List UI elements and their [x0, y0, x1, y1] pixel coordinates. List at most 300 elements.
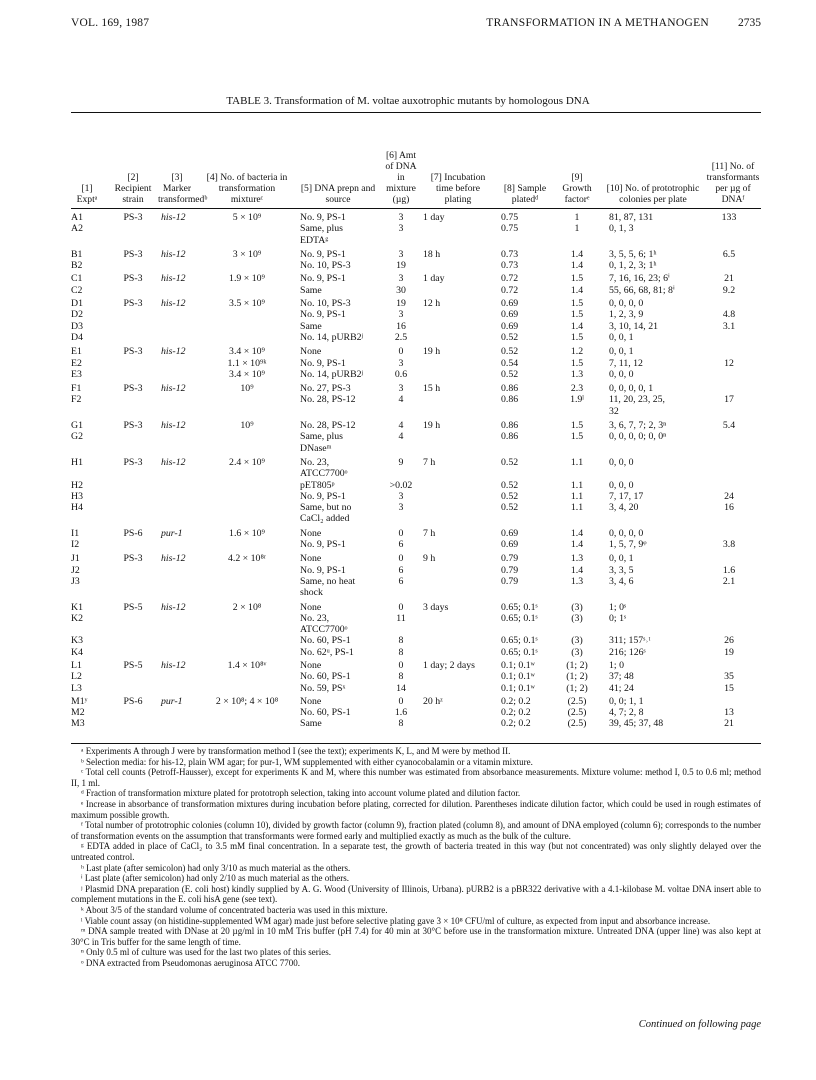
- sample-cell: 0.69: [501, 527, 519, 539]
- dna-amount-cell: 8: [398, 635, 404, 647]
- dna-cell: Same, plus: [300, 223, 343, 235]
- dna-cell: Same: [300, 320, 322, 332]
- table-row: [0, 249, 816, 260]
- table-row: [0, 369, 816, 380]
- growth-cell: (3): [571, 612, 583, 624]
- dna-amount-cell: >0.02: [389, 479, 413, 491]
- growth-cell: 1.5: [570, 273, 584, 285]
- table-row: [0, 718, 816, 729]
- sample-cell: 0.52: [501, 490, 519, 502]
- dna-amount-cell: 0.6: [394, 368, 408, 380]
- transformants-cell: 21: [724, 718, 734, 730]
- incubation-cell: 1 day; 2 days: [423, 659, 475, 671]
- incubation-cell: 18 h: [423, 248, 441, 260]
- expt-cell: E2: [71, 357, 82, 369]
- transformants-cell: 133: [721, 212, 737, 223]
- colonies-cell: 3, 10, 14, 21: [609, 320, 658, 332]
- strain-cell: PS-6: [123, 527, 143, 539]
- dna-amount-cell: 11: [396, 612, 406, 624]
- bacteria-cell: 3.4 × 10⁹: [229, 346, 265, 358]
- expt-cell: E1: [71, 346, 82, 358]
- dna-cell: No. 23,: [300, 456, 330, 468]
- dna-cell: No. 9, PS-1: [300, 212, 346, 223]
- expt-cell: M3: [71, 718, 85, 730]
- page-number: 2735: [738, 17, 761, 29]
- table-row: [0, 406, 816, 417]
- sample-cell: 0.73: [501, 248, 519, 260]
- table-row: [0, 235, 816, 246]
- colonies-cell: 3, 5, 5, 6; 1ʰ: [609, 248, 657, 260]
- footnote: ᵏ About 3/5 of the standard volume of concentrated bacteria was used in this mixture.: [81, 904, 388, 915]
- footnote: ᵈ Fraction of transformation mixture plated for prototroph selection, taking into account volume plated and dilution factor.: [81, 788, 521, 799]
- dna-amount-cell: 3: [398, 273, 404, 285]
- colonies-cell: 0, 1, 2, 3; 1ʰ: [609, 260, 657, 272]
- footnote: ⁱ Last plate (after semicolon) had only 2/10 as much material as the others.: [81, 873, 350, 884]
- table-row: [0, 553, 816, 564]
- colonies-cell: 0, 0, 1: [609, 553, 634, 565]
- growth-cell: 1.5: [570, 420, 584, 432]
- dna-amount-cell: 3: [398, 248, 404, 260]
- expt-cell: L2: [71, 671, 82, 683]
- growth-cell: 1.2: [570, 346, 584, 358]
- colonies-cell: 3, 6, 7, 7; 2, 3ⁿ: [609, 420, 667, 432]
- dna-cell: No. 60, PS-1: [300, 671, 351, 683]
- dna-cell: No. 9, PS-1: [300, 248, 346, 260]
- transformants-cell: 24: [724, 490, 734, 502]
- growth-cell: 1.4: [570, 320, 584, 332]
- dna-cell: No. 60, PS-1: [300, 635, 351, 647]
- growth-cell: 1.5: [570, 431, 584, 443]
- col-header-bacteria: [4] No. of bacteria in transformation mixtureᶜ: [206, 172, 288, 205]
- expt-cell: C1: [71, 273, 83, 285]
- dna-amount-cell: 3: [398, 490, 404, 502]
- expt-cell: I1: [71, 527, 80, 539]
- expt-cell: H2: [71, 479, 83, 491]
- sample-cell: 0.52: [501, 456, 519, 468]
- transformants-cell: 35: [724, 671, 734, 683]
- dna-amount-cell: 4: [398, 394, 404, 406]
- bacteria-cell: 3.5 × 10⁹: [229, 298, 265, 310]
- incubation-cell: 15 h: [423, 383, 441, 395]
- footnote: ˡ Viable count assay (on histidine-supplemented WM agar) made just before selective plating gave 3 × 10⁸ CFU/ml of culture, as expected from input and absorbance increase.: [81, 915, 711, 926]
- growth-cell: (3): [571, 635, 583, 647]
- growth-cell: 1.3: [570, 368, 584, 380]
- dna-amount-cell: 6: [398, 564, 404, 576]
- bacteria-cell: 1.6 × 10⁹: [229, 527, 265, 539]
- dna-amount-cell: 1.6: [394, 707, 408, 719]
- expt-cell: D4: [71, 331, 83, 343]
- sample-cell: 0.69: [501, 298, 519, 310]
- dna-amount-cell: 14: [396, 682, 406, 694]
- table-bottom-rule: [71, 743, 761, 744]
- growth-cell: 1.4: [570, 527, 584, 539]
- sample-cell: 0.69: [501, 309, 519, 321]
- dna-cell: No. 9, PS-1: [300, 539, 346, 551]
- table-row: [0, 502, 816, 513]
- growth-cell: 1.5: [570, 309, 584, 321]
- incubation-cell: 19 h: [423, 420, 441, 432]
- strain-cell: PS-3: [123, 553, 143, 565]
- table-body: [0, 212, 816, 730]
- sample-cell: 0.79: [501, 553, 519, 565]
- growth-cell: (2.5): [567, 695, 587, 707]
- transformants-cell: 3.8: [722, 539, 736, 551]
- col-header-dna-prepn: [5] DNA prepn and source: [300, 183, 376, 205]
- dna-amount-cell: 0: [398, 659, 404, 671]
- table-row: [0, 443, 816, 454]
- sample-cell: 0.65; 0.1ˢ: [501, 635, 538, 647]
- table-row: [0, 513, 816, 524]
- expt-cell: F2: [71, 394, 82, 406]
- col-header-incubation: [7] Incubation time before plating: [430, 172, 486, 205]
- transformants-cell: 19: [724, 646, 734, 658]
- sample-cell: 0.52: [501, 346, 519, 358]
- marker-cell: his-12: [161, 420, 186, 432]
- colonies-cell: 39, 45; 37, 48: [609, 718, 664, 730]
- dna-cell: ATCC7700ᵒ: [300, 624, 348, 636]
- table-row: [0, 602, 816, 613]
- dna-cell: None: [300, 601, 322, 613]
- table-row: [0, 431, 816, 442]
- table-row: [0, 383, 816, 394]
- incubation-cell: 12 h: [423, 298, 441, 310]
- col-header-transformants: [11] No. of transformants per µg of DNAᶠ: [706, 161, 760, 205]
- growth-cell: 1.1: [570, 490, 584, 502]
- strain-cell: PS-3: [123, 383, 143, 395]
- colonies-cell: 7, 17, 17: [609, 490, 644, 502]
- sample-cell: 0.79: [501, 564, 519, 576]
- table-row: [0, 358, 816, 369]
- table-row: [0, 576, 816, 587]
- dna-amount-cell: 0: [398, 553, 404, 565]
- sample-cell: 0.65; 0.1ˢ: [501, 601, 538, 613]
- dna-cell: Same, no heat: [300, 575, 356, 587]
- expt-cell: D3: [71, 320, 83, 332]
- growth-cell: 1.3: [570, 575, 584, 587]
- growth-cell: 1.4: [570, 564, 584, 576]
- dna-amount-cell: 3: [398, 383, 404, 395]
- colonies-cell: 1, 2, 3, 9: [609, 309, 644, 321]
- expt-cell: F1: [71, 383, 82, 395]
- growth-cell: (3): [571, 646, 583, 658]
- sample-cell: 0.65; 0.1ˢ: [501, 612, 538, 624]
- colonies-cell: 0, 0, 0, 0; 0, 0ⁿ: [609, 431, 667, 443]
- col-header-expt: [1] Exptᵃ: [76, 183, 98, 205]
- dna-cell: No. 14, pURB2ʲ: [300, 368, 364, 380]
- growth-cell: 1.5: [570, 357, 584, 369]
- dna-cell: No. 9, PS-1: [300, 357, 346, 369]
- dna-cell: No. 14, pURB2ʲ: [300, 331, 364, 343]
- incubation-cell: 1 day: [423, 273, 445, 285]
- sample-cell: 0.86: [501, 431, 519, 443]
- colonies-cell: 0, 0, 1: [609, 331, 634, 343]
- strain-cell: PS-3: [123, 298, 143, 310]
- dna-amount-cell: 4: [398, 431, 404, 443]
- growth-cell: (1; 2): [566, 671, 588, 683]
- expt-cell: K1: [71, 601, 83, 613]
- dna-amount-cell: 8: [398, 646, 404, 658]
- expt-cell: E3: [71, 368, 82, 380]
- colonies-cell: 11, 20, 23, 25,: [609, 394, 665, 406]
- expt-cell: A1: [71, 212, 83, 223]
- footnote: ᵉ Increase in absorbance of transformation mixtures during incubation before plating, corrected for dilution. Parentheses indicate dilution factor, which could be used in rough estimates of maximum possible growth.: [71, 798, 761, 820]
- marker-cell: pur-1: [161, 527, 183, 539]
- sample-cell: 0.52: [501, 479, 519, 491]
- strain-cell: PS-3: [123, 346, 143, 358]
- dna-cell: pET805ᵖ: [300, 479, 335, 491]
- bacteria-cell: 3.4 × 10⁹: [229, 368, 265, 380]
- strain-cell: PS-3: [123, 420, 143, 432]
- colonies-cell: 1; 0: [609, 659, 624, 671]
- sample-cell: 0.75: [501, 223, 519, 235]
- dna-cell: None: [300, 659, 322, 671]
- colonies-cell: 1, 5, 7, 9ᵠ: [609, 539, 647, 551]
- expt-cell: M2: [71, 707, 85, 719]
- colonies-cell: 0; 1ˢ: [609, 612, 627, 624]
- bacteria-cell: 2.4 × 10⁹: [229, 456, 265, 468]
- growth-cell: 1: [574, 212, 580, 223]
- marker-cell: his-12: [161, 346, 186, 358]
- transformants-cell: 1.6: [722, 564, 736, 576]
- marker-cell: his-12: [161, 212, 186, 223]
- colonies-cell: 3, 4, 20: [609, 502, 639, 514]
- expt-cell: K2: [71, 612, 83, 624]
- strain-cell: PS-3: [123, 273, 143, 285]
- dna-amount-cell: 30: [396, 284, 406, 296]
- colonies-cell: 41; 24: [609, 682, 634, 694]
- marker-cell: his-12: [161, 659, 186, 671]
- dna-cell: No. 23,: [300, 612, 330, 624]
- sample-cell: 0.75: [501, 212, 519, 223]
- transformants-cell: 16: [724, 502, 734, 514]
- growth-cell: 2.3: [570, 383, 584, 395]
- dna-cell: EDTAᵍ: [300, 234, 329, 246]
- expt-cell: H1: [71, 456, 83, 468]
- dna-cell: No. 10, PS-3: [300, 260, 351, 272]
- sample-cell: 0.2; 0.2: [501, 718, 531, 730]
- colonies-cell: 37; 48: [609, 671, 634, 683]
- sample-cell: 0.65; 0.1ˢ: [501, 646, 538, 658]
- table-row: [0, 332, 816, 343]
- dna-amount-cell: 19: [396, 260, 406, 272]
- growth-cell: 1.1: [570, 502, 584, 514]
- strain-cell: PS-3: [123, 248, 143, 260]
- marker-cell: his-12: [161, 553, 186, 565]
- colonies-cell: 0, 0, 0: [609, 479, 634, 491]
- incubation-cell: 20 hᶻ: [423, 695, 443, 707]
- strain-cell: PS-6: [123, 695, 143, 707]
- bacteria-cell: 5 × 10⁹: [232, 212, 262, 223]
- expt-cell: H3: [71, 490, 83, 502]
- sample-cell: 0.1; 0.1ʷ: [501, 682, 535, 694]
- expt-cell: J2: [71, 564, 80, 576]
- dna-cell: None: [300, 695, 322, 707]
- footnote: ᵒ DNA extracted from Pseudomonas aeruginosa ATCC 7700.: [81, 957, 301, 968]
- growth-cell: (3): [571, 601, 583, 613]
- dna-cell: No. 9, PS-1: [300, 564, 346, 576]
- table-row: [0, 491, 816, 502]
- sample-cell: 0.52: [501, 331, 519, 343]
- sample-cell: 0.52: [501, 368, 519, 380]
- colonies-cell: 7, 11, 12: [609, 357, 643, 369]
- col-header-colonies: [10] No. of prototrophic colonies per plate: [606, 183, 700, 205]
- table-row: [0, 660, 816, 671]
- marker-cell: his-12: [161, 456, 186, 468]
- table-row: [0, 457, 816, 468]
- transformants-cell: 26: [724, 635, 734, 647]
- table-row: [0, 671, 816, 682]
- bacteria-cell: 1.9 × 10⁹: [229, 273, 265, 285]
- dna-amount-cell: 3: [398, 309, 404, 321]
- footnote: ᵃ Experiments A through J were by transformation method I (see the text); experiments K, L, and M were by method II.: [81, 746, 511, 756]
- sample-cell: 0.2; 0.2: [501, 707, 531, 719]
- dna-cell: ATCC7700ᵒ: [300, 468, 348, 480]
- footnote: ʲ Plasmid DNA preparation (E. coli host) kindly supplied by A. G. Wood (University of Illinois, Urbana). pURB2 is a pBR322 derivative with a 4.1-kilobase M. voltae DNA insert able to complement mutations in the E. coli hisA gene (see text).: [71, 883, 761, 905]
- table-header-rule: [71, 208, 761, 209]
- colonies-cell: 0, 0, 0, 0: [609, 527, 644, 539]
- col-header-strain: [2] Recipient strain: [114, 172, 152, 205]
- dna-amount-cell: 0: [398, 346, 404, 358]
- table-row: [0, 212, 816, 223]
- dna-amount-cell: 9: [398, 456, 404, 468]
- expt-cell: G2: [71, 431, 83, 443]
- expt-cell: G1: [71, 420, 83, 432]
- table-row: [0, 624, 816, 635]
- marker-cell: his-12: [161, 273, 186, 285]
- expt-cell: K4: [71, 646, 83, 658]
- colonies-cell: 0, 0, 1: [609, 346, 634, 358]
- growth-cell: 1.4: [570, 260, 584, 272]
- bacteria-cell: 4.2 × 10⁸ʳ: [227, 553, 266, 565]
- dna-amount-cell: 2.5: [394, 331, 408, 343]
- dna-cell: No. 28, PS-12: [300, 420, 356, 432]
- sample-cell: 0.72: [501, 284, 519, 296]
- dna-cell: No. 9, PS-1: [300, 490, 346, 502]
- col-header-sample: [8] Sample platedᵈ: [503, 183, 547, 205]
- dna-amount-cell: 3: [398, 223, 404, 235]
- colonies-cell: 32: [609, 405, 619, 417]
- table-row: [0, 273, 816, 284]
- expt-cell: B2: [71, 260, 83, 272]
- expt-cell: D2: [71, 309, 83, 321]
- table-row: [0, 420, 816, 431]
- dna-cell: None: [300, 346, 322, 358]
- dna-amount-cell: 8: [398, 718, 404, 730]
- dna-amount-cell: 0: [398, 695, 404, 707]
- marker-cell: his-12: [161, 383, 186, 395]
- transformants-cell: 3.1: [722, 320, 736, 332]
- incubation-cell: 7 h: [423, 527, 436, 539]
- continued-note: Continued on following page: [638, 1019, 761, 1030]
- dna-cell: Same, plus: [300, 431, 343, 443]
- strain-cell: PS-5: [123, 601, 143, 613]
- colonies-cell: 0, 0; 1, 1: [609, 695, 644, 707]
- bacteria-cell: 2 × 10⁸; 4 × 10⁸: [215, 695, 279, 707]
- growth-cell: 1.4: [570, 539, 584, 551]
- colonies-cell: 311; 157ˢ˒ᵗ: [609, 635, 651, 647]
- incubation-cell: 7 h: [423, 456, 436, 468]
- colonies-cell: 0, 0, 0: [609, 368, 634, 380]
- dna-cell: Same: [300, 284, 322, 296]
- bacteria-cell: 10⁹: [240, 420, 254, 432]
- dna-cell: No. 27, PS-3: [300, 383, 351, 395]
- colonies-cell: 3, 3, 5: [609, 564, 634, 576]
- footnotes: [71, 746, 761, 968]
- table-row: [0, 565, 816, 576]
- footnote: ᶠ Total number of prototrophic colonies (column 10), divided by growth factor (column 9), fraction plated (column 8), and amount of DNA employed (column 6); corresponds to the number of transformation events on the assumption that transformants were formed early and multiplied exactly as much as the bulk of the culture.: [71, 820, 761, 841]
- table-row: [0, 528, 816, 539]
- growth-cell: 1.3: [570, 553, 584, 565]
- expt-cell: H4: [71, 502, 83, 514]
- bacteria-cell: 1.1 × 10⁹ᵏ: [227, 357, 267, 369]
- sample-cell: 0.72: [501, 273, 519, 285]
- sample-cell: 0.86: [501, 383, 519, 395]
- marker-cell: his-12: [161, 248, 186, 260]
- footnote: ᵍ EDTA added in place of CaCl₂ to 3.5 mM final concentration. In a separate test, the growth of bacteria treated in this way (but not concentrated) was only slightly delayed over the untreated control.: [71, 841, 761, 862]
- growth-cell: 1: [574, 223, 580, 235]
- dna-cell: No. 9, PS-1: [300, 273, 346, 285]
- expt-cell: D1: [71, 298, 83, 310]
- sample-cell: 0.1; 0.1ʷ: [501, 659, 535, 671]
- colonies-cell: 0, 0, 0, 0: [609, 298, 644, 310]
- journal-volume: VOL. 169, 1987: [71, 17, 150, 29]
- dna-amount-cell: 0: [398, 601, 404, 613]
- table-row: [0, 647, 816, 658]
- dna-amount-cell: 6: [398, 575, 404, 587]
- table-row: [0, 539, 816, 550]
- dna-amount-cell: 8: [398, 671, 404, 683]
- transformants-cell: 9.2: [722, 284, 736, 296]
- col-header-marker: [3] Marker transformedᵇ: [158, 172, 208, 205]
- table-row: [0, 285, 816, 296]
- strain-cell: PS-5: [123, 659, 143, 671]
- dna-amount-cell: 0: [398, 527, 404, 539]
- dna-cell: None: [300, 527, 322, 539]
- dna-cell: No. 59, PSˣ: [300, 682, 346, 694]
- running-title: TRANSFORMATION IN A METHANOGEN: [486, 17, 709, 29]
- colonies-cell: 81, 87, 131: [609, 212, 654, 223]
- dna-cell: None: [300, 553, 322, 565]
- table-row: [0, 309, 816, 320]
- marker-cell: his-12: [161, 298, 186, 310]
- footnote: ᵐ DNA sample treated with DNase at 20 µg/ml in 10 mM Tris buffer (pH 7.4) for 40 min at 30°C before use in the transformation mixture. Untreated DNA (upper line) was also kept at 30°C in Tris buffer for the same length of time.: [71, 926, 761, 947]
- colonies-cell: 7, 16, 16, 23; 6ⁱ: [609, 273, 670, 285]
- transformants-cell: 2.1: [722, 575, 736, 587]
- dna-cell: No. 28, PS-12: [300, 394, 356, 406]
- table-row: [0, 683, 816, 694]
- table-row: [0, 468, 816, 479]
- table-row: [0, 394, 816, 405]
- sample-cell: 0.86: [501, 420, 519, 432]
- marker-cell: his-12: [161, 601, 186, 613]
- growth-cell: 1.4: [570, 248, 584, 260]
- table-title: TABLE 3. Transformation of M. voltae auxotrophic mutants by homologous DNA: [226, 95, 590, 107]
- bacteria-cell: 2 × 10⁸: [232, 601, 262, 613]
- growth-cell: (2.5): [567, 707, 587, 719]
- sample-cell: 0.73: [501, 260, 519, 272]
- dna-cell: CaCl₂ added: [300, 513, 350, 525]
- growth-cell: (2.5): [567, 718, 587, 730]
- table-row: [0, 587, 816, 598]
- transformants-cell: 13: [724, 707, 734, 719]
- footnote: ⁿ Only 0.5 ml of culture was used for the last two plates of this series.: [81, 947, 332, 958]
- growth-cell: 1.5: [570, 298, 584, 310]
- expt-cell: K3: [71, 635, 83, 647]
- incubation-cell: 3 days: [423, 601, 449, 613]
- expt-cell: L3: [71, 682, 82, 694]
- colonies-cell: 1; 0ˢ: [609, 601, 627, 613]
- expt-cell: M1ʸ: [71, 695, 88, 707]
